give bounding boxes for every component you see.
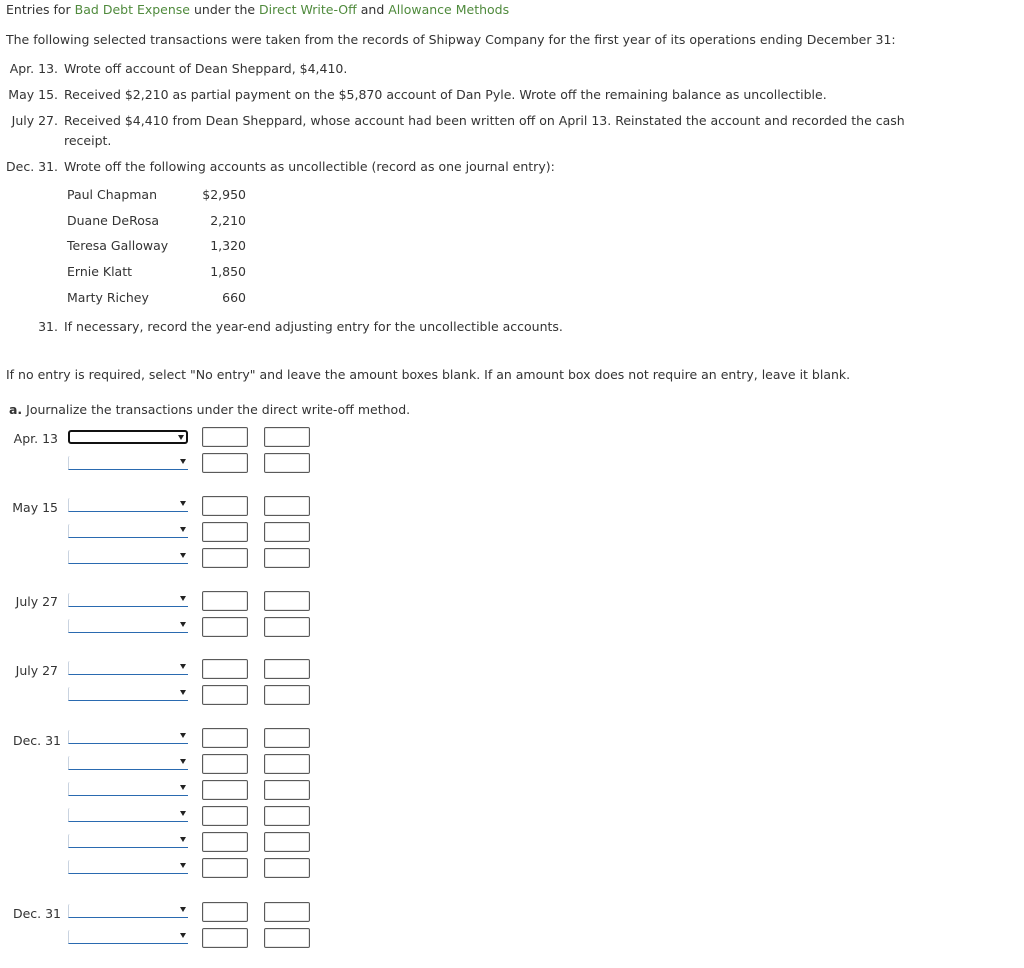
- debit-amount-input[interactable]: [202, 427, 248, 447]
- account-select[interactable]: [68, 430, 188, 444]
- dropdown-arrow-icon: [180, 759, 186, 764]
- credit-amount-input[interactable]: [264, 806, 310, 826]
- debit-amount-input[interactable]: [202, 754, 248, 774]
- account-select[interactable]: [68, 524, 188, 538]
- dropdown-arrow-icon: [180, 596, 186, 601]
- debit-amount-input[interactable]: [202, 858, 248, 878]
- dropdown-arrow-icon: [180, 622, 186, 627]
- transaction-text: Wrote off the following accounts as uncollectible (record as one journal entry):: [64, 159, 555, 174]
- debit-amount-input[interactable]: [202, 928, 248, 948]
- dropdown-arrow-icon: [178, 435, 184, 440]
- debit-amount-input[interactable]: [202, 806, 248, 826]
- credit-amount-input[interactable]: [264, 928, 310, 948]
- credit-amount-input[interactable]: [264, 659, 310, 679]
- journal-date-label: July 27: [15, 594, 58, 609]
- account-name: Ernie Klatt: [67, 264, 133, 279]
- credit-amount-input[interactable]: [264, 858, 310, 878]
- transaction-text: If necessary, record the year-end adjusting entry for the uncollectible accounts.: [64, 319, 563, 334]
- credit-amount-input[interactable]: [264, 522, 310, 542]
- debit-amount-input[interactable]: [202, 728, 248, 748]
- credit-amount-input[interactable]: [264, 427, 310, 447]
- journal-date-label: May 15: [12, 500, 58, 515]
- journal-date-label: Dec. 31: [12, 906, 61, 921]
- dropdown-arrow-icon: [180, 527, 186, 532]
- account-select[interactable]: [68, 619, 188, 633]
- dropdown-arrow-icon: [180, 863, 186, 868]
- debit-amount-input[interactable]: [202, 522, 248, 542]
- credit-amount-input[interactable]: [264, 453, 310, 473]
- transaction-date: 31.: [38, 319, 58, 334]
- transaction-date: Dec. 31.: [6, 159, 59, 174]
- page-title: [6, 2, 509, 17]
- transaction-text: Received $2,210 as partial payment on the $5,870 account of Dan Pyle. Wrote off the remaining balance as uncollectible.: [64, 87, 827, 102]
- allowance-methods-link[interactable]: Allowance Methods: [388, 2, 510, 17]
- transaction-date: July 27.: [11, 113, 58, 128]
- account-name: Marty Richey: [67, 290, 149, 305]
- dropdown-arrow-icon: [180, 690, 186, 695]
- account-select[interactable]: [68, 593, 188, 607]
- transaction-text-cont: receipt.: [64, 133, 112, 148]
- credit-amount-input[interactable]: [264, 780, 310, 800]
- credit-amount-input[interactable]: [264, 754, 310, 774]
- dropdown-arrow-icon: [180, 733, 186, 738]
- title-mid1: under the: [190, 2, 260, 17]
- credit-amount-input[interactable]: [264, 591, 310, 611]
- transaction-text: Received $4,410 from Dean Sheppard, whose account had been written off on April 13. Reinstated the account and recorded the cash: [64, 113, 905, 128]
- dropdown-arrow-icon: [180, 501, 186, 506]
- transaction-date: May 15.: [8, 87, 58, 102]
- account-select[interactable]: [68, 808, 188, 822]
- part-a-heading: [9, 402, 410, 417]
- account-amount: $2,950: [202, 187, 246, 202]
- part-a-letter: a.: [9, 402, 23, 417]
- account-amount: 1,850: [210, 264, 246, 279]
- debit-amount-input[interactable]: [202, 685, 248, 705]
- account-select[interactable]: [68, 498, 188, 512]
- account-amount: 2,210: [210, 213, 246, 228]
- title-mid2: and: [356, 2, 389, 17]
- account-select[interactable]: [68, 930, 188, 944]
- debit-amount-input[interactable]: [202, 780, 248, 800]
- account-name: Duane DeRosa: [67, 213, 160, 228]
- account-select[interactable]: [68, 756, 188, 770]
- account-select[interactable]: [68, 782, 188, 796]
- debit-amount-input[interactable]: [202, 659, 248, 679]
- dropdown-arrow-icon: [180, 907, 186, 912]
- bad-debt-expense-link[interactable]: Bad Debt Expense: [74, 2, 190, 17]
- dropdown-arrow-icon: [180, 837, 186, 842]
- credit-amount-input[interactable]: [264, 832, 310, 852]
- account-select[interactable]: [68, 456, 188, 470]
- account-select[interactable]: [68, 834, 188, 848]
- dropdown-arrow-icon: [180, 664, 186, 669]
- intro-text: The following selected transactions were taken from the records of Shipway Company for the first year of its operations ending December 31:: [6, 32, 896, 47]
- transaction-date: Apr. 13.: [9, 61, 58, 76]
- debit-amount-input[interactable]: [202, 591, 248, 611]
- part-a-text: Journalize the transactions under the direct write-off method.: [26, 402, 411, 417]
- account-select[interactable]: [68, 687, 188, 701]
- title-prefix: Entries for: [6, 2, 75, 17]
- dropdown-arrow-icon: [180, 811, 186, 816]
- account-select[interactable]: [68, 904, 188, 918]
- account-select[interactable]: [68, 550, 188, 564]
- credit-amount-input[interactable]: [264, 617, 310, 637]
- credit-amount-input[interactable]: [264, 548, 310, 568]
- dropdown-arrow-icon: [180, 785, 186, 790]
- account-name: Teresa Galloway: [67, 238, 169, 253]
- credit-amount-input[interactable]: [264, 496, 310, 516]
- account-name: Paul Chapman: [67, 187, 158, 202]
- debit-amount-input[interactable]: [202, 548, 248, 568]
- account-select[interactable]: [68, 730, 188, 744]
- debit-amount-input[interactable]: [202, 496, 248, 516]
- account-select[interactable]: [68, 661, 188, 675]
- account-select[interactable]: [68, 860, 188, 874]
- credit-amount-input[interactable]: [264, 685, 310, 705]
- debit-amount-input[interactable]: [202, 902, 248, 922]
- direct-write-off-link[interactable]: Direct Write-Off: [259, 2, 357, 17]
- debit-amount-input[interactable]: [202, 832, 248, 852]
- instructions: If no entry is required, select "No entry" and leave the amount boxes blank. If an amount box does not require an entry, leave it blank.: [6, 367, 851, 382]
- debit-amount-input[interactable]: [202, 617, 248, 637]
- dropdown-arrow-icon: [180, 459, 186, 464]
- dropdown-arrow-icon: [180, 933, 186, 938]
- credit-amount-input[interactable]: [264, 728, 310, 748]
- journal-date-label: Dec. 31: [12, 733, 61, 748]
- journal-date-label: July 27: [15, 663, 58, 678]
- dropdown-arrow-icon: [180, 553, 186, 558]
- journal-date-label: Apr. 13: [13, 431, 58, 446]
- account-amount: 1,320: [210, 238, 246, 253]
- credit-amount-input[interactable]: [264, 902, 310, 922]
- account-amount: 660: [222, 290, 246, 305]
- debit-amount-input[interactable]: [202, 453, 248, 473]
- transaction-text: Wrote off account of Dean Sheppard, $4,410.: [64, 61, 348, 76]
